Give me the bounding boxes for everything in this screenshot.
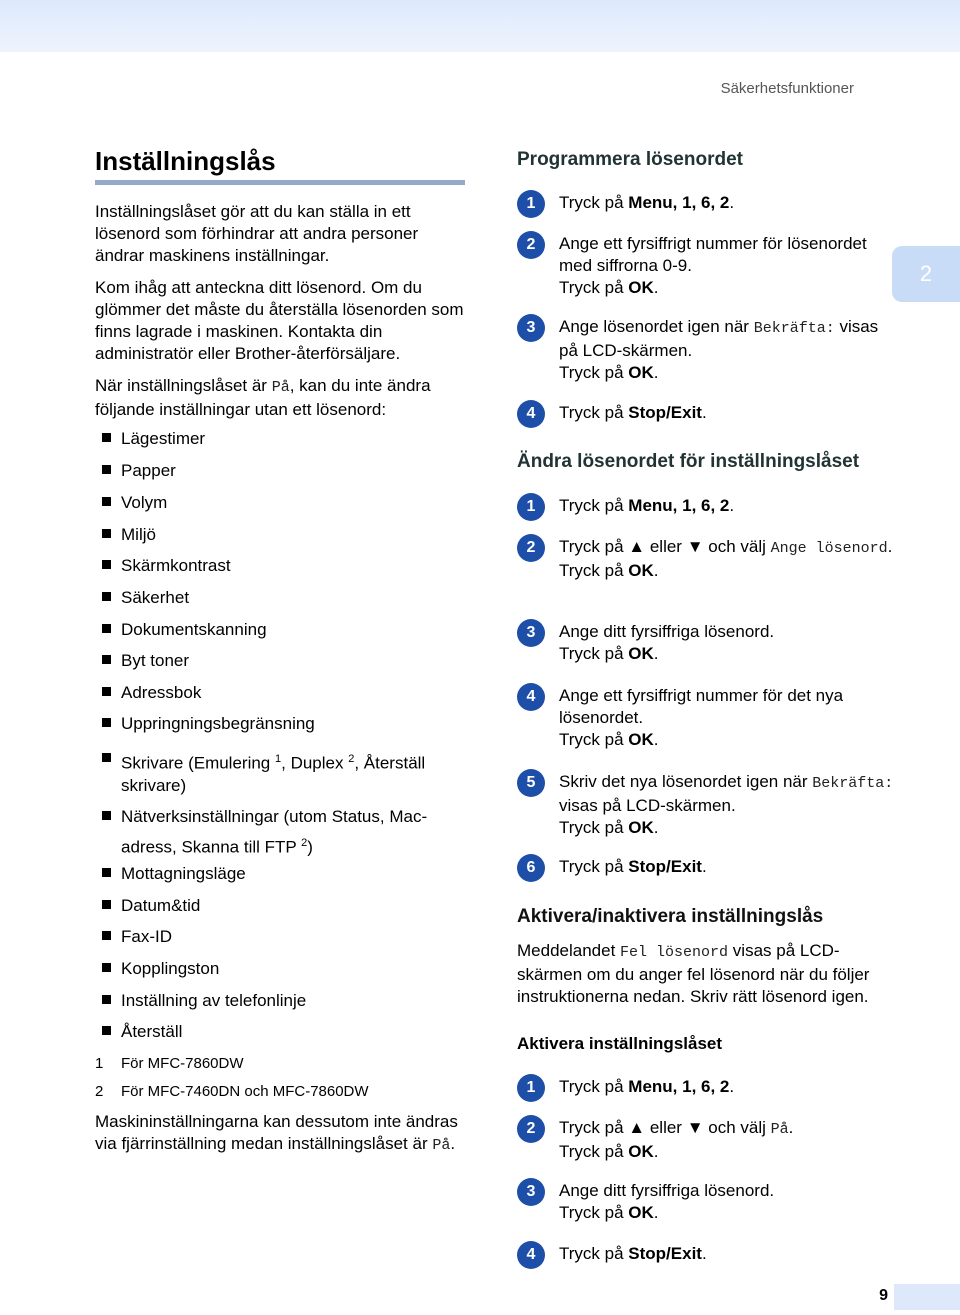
list-item: Skärmkontrast xyxy=(102,555,461,577)
list-item: Inställning av telefonlinje xyxy=(102,990,461,1012)
down-arrow-icon: ▼ xyxy=(686,537,704,556)
page-number: 9 xyxy=(879,1287,888,1304)
up-arrow-icon: ▲ xyxy=(628,537,646,556)
list-item: Datum&tid xyxy=(102,895,461,917)
section-heading: Programmera lösenordet xyxy=(517,149,743,170)
chapter-tab: 2 xyxy=(892,246,960,302)
running-header: Säkerhetsfunktioner xyxy=(720,80,854,97)
list-item: Återställ xyxy=(102,1021,461,1043)
reminder-paragraph: Kom ihåg att anteckna ditt lösenord. Om du glömmer det måste du återställa lösenorden som finns lagrade i maskinen. Kontakta din administratör eller Brother-återförsäljare. xyxy=(95,278,464,363)
footnote: 2 För MFC-7460DN och MFC-7860DW xyxy=(95,1083,369,1100)
intro-paragraph: Inställningslåset gör att du kan ställa in ett lösenord som förhindrar att andra personer ändrar maskinens inställningar. xyxy=(95,202,419,265)
page-number-band xyxy=(894,1284,960,1310)
up-arrow-icon: ▲ xyxy=(628,1118,646,1137)
list-item: Byt toner xyxy=(102,650,461,672)
page-title: Inställningslås xyxy=(95,146,276,176)
wrong-password-paragraph: Meddelandet Fel lösenord visas på LCD-skärmen om du anger fel lösenord när du följer instruktionerna nedan. Skriv rätt lösenord igen. xyxy=(517,941,870,1006)
list-item: Skrivare (Emulering $^1$, Duplex $^2$, Återställ skrivare) xyxy=(102,748,461,797)
footnote: 1 För MFC-7860DW xyxy=(95,1055,244,1072)
section-heading: Aktivera/inaktivera inställningslås xyxy=(517,906,824,927)
list-item: Mottagningsläge xyxy=(102,863,461,885)
list-item: Volym xyxy=(102,492,461,514)
subsection-heading: Aktivera inställningslåset xyxy=(517,1034,723,1053)
list-item: Miljö xyxy=(102,524,461,546)
title-rule xyxy=(95,180,465,185)
section-heading: Ändra lösenordet för inställningslåset xyxy=(517,451,860,472)
list-item: Fax-ID xyxy=(102,926,461,948)
list-item: Dokumentskanning xyxy=(102,619,461,641)
down-arrow-icon: ▼ xyxy=(686,1118,704,1137)
list-item: Papper xyxy=(102,460,461,482)
list-item: Lägestimer xyxy=(102,428,461,450)
top-band xyxy=(0,0,960,52)
remote-setup-paragraph: Maskininställningarna kan dessutom inte ändras via fjärrinställning medan inställningslåset är På. xyxy=(95,1112,458,1154)
locked-settings-paragraph: När inställningslåset är På, kan du inte ändra följande inställningar utan ett lösenord: xyxy=(95,376,431,419)
list-item: Adressbok xyxy=(102,682,461,704)
list-item: Nätverksinställningar (utom Status, Mac-adress, Skanna till FTP $^2$) xyxy=(102,804,461,861)
list-item: Kopplingston xyxy=(102,958,461,980)
list-item: Säkerhet xyxy=(102,587,461,609)
list-item: Uppringningsbegränsning xyxy=(102,713,461,735)
